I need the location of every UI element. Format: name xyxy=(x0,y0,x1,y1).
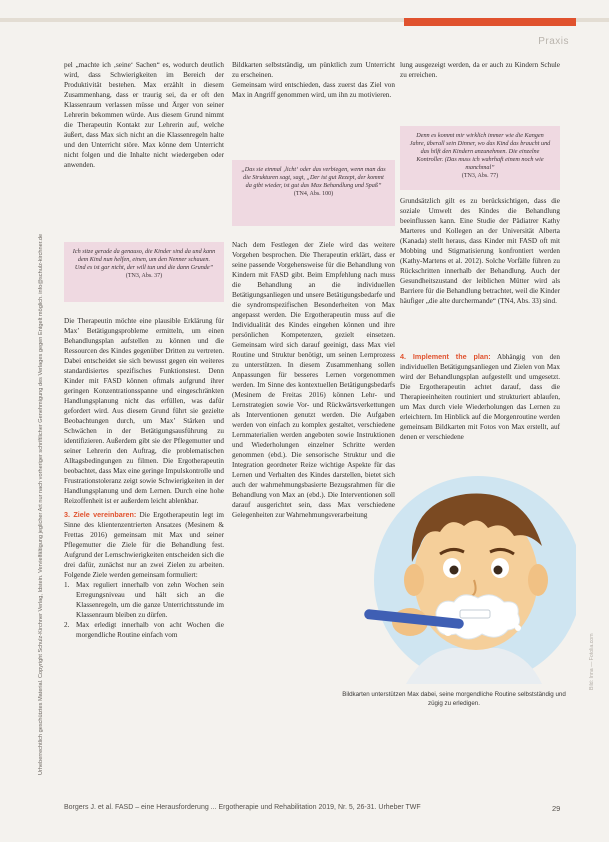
quote-box xyxy=(400,126,560,190)
quote-text: „Das sie einmal ‚licht‘ oder das verbiegen, wenn man das die Strukturen sagt, sagt, „Der ist gut Rezept, der kommt da gibt wieder, ist gut das Max Behandlung und Spaß” xyxy=(241,166,386,189)
paragraph: Die Therapeutin möchte eine plausible Erklärung für Max’ Betätigungsprobleme ermitteln, um einen Behandlungsplan aufstellen zu können und die Ressourcen des Kindes gegenüber Dritten zu vertreten. Dabei entscheidet sie sich bewusst gegen ein weiteres standardisiertes spezifisches Funktionstest. Denn Kinder mit FASD können oftmals aufgrund ihrer geringen Konzentrationsspanne und eingeschränkten Handlungsplanung nicht das erfüllen, was dafür gefordert wird. Aus diesem Grund führt sie gezielte Beobachtungen durch, um Max’ Stärken und Schwächen in der Betätigungsausführung zu identifizieren. Außerdem gibt sie der Pflegemutter und seiner Lehrerin den Auftrag, die problematischen Alltagsbedingungen zu filmen. Die Ergotherapeutin beobachtet, dass Max eine geringe Impulskontrolle und Frustrationstoleranz zeigt sowie Schwierigkeiten in der Handlungsplanung und dem Lernen. Durch eine hohe Reizoffenheit ist er außerdem leicht ablenkbar. xyxy=(64,317,224,505)
column-3-middle xyxy=(400,196,560,306)
ear-left xyxy=(404,564,424,596)
quote-source: (TN3, Abs. 37) xyxy=(125,273,163,279)
paragraph-text: Die Ergotherapeutin legt im Sinne des klientenzentrierten Ansatzes (Mesinem & Frettas 2016) gemeinsam mit Max und seiner Pflegemutter die Ziele für die Behandlung fest. Aufgrund der Lernschwierigkeiten entscheiden sich die drei dafür, zunächst nur an zwei Zielen zu arbeiten. Folgende Ziele werden gemeinsam formuliert: xyxy=(64,511,224,579)
column-1-top xyxy=(64,60,224,170)
section-label: Praxis xyxy=(538,36,569,47)
pupil-left xyxy=(450,566,459,575)
paragraph-goals xyxy=(64,510,224,580)
page-number: 29 xyxy=(552,804,561,813)
quote-text: Denn es kommt mir wirklich immer wie die Kangen Jahre, überall sein Dinner, wo das Kind das braucht und das hilft den Kindern anzunehmen. Die einzelne Kontroller. (Das muss ich wahrhaft einem noch wie manchmal” xyxy=(409,132,551,171)
foam-bubble xyxy=(515,625,521,631)
list-text: Max reguliert innerhalb von zehn Wochen sein Erregungsniveau und hält sich an die Klassenregeln, um die ganze Unterrichtsstunde im Klassenraum bleiben zu dürfen. xyxy=(76,581,224,619)
paragraph: Nach dem Festlegen der Ziele wird das weitere Vorgehen besprochen. Die Therapeutin erklärt, dass er seine passende Vorgehensweise für die Behandlung von Kindern mit FASD gibt. Beim Empfehlung nach muss die Behandlung an die individuellen Betätigungsanliegen und unsere Betätigungsbedarfe und die syndromspezifischen Besonderheiten von Max angepasst werden. Die Ergotherapeutin muss auf die Individualität des Kindes eingehen können und ihre persönlichen Kompetenzen, gezielt einsetzen. Gemeinsam wird sich darauf geeinigt, dass Max viel Routine und Struktur benötigt, um seinen Lernprozess zu unterstützen. In diesem Zusammenhang sollen Anpassungen für besseres Lernen vorgenommen werden. Im Sinne des kontextuellen Betätigungsbedarfs (Mesinem de Freitas 2016) können Lehr- und Lernstrategien sowie Vor- und Rückwärtsverkettungen als Interventionen genutzt werden. Die Aufgaben werden von einfach zu komplex gestaltet, verschiedene Lernmaterialien werden angeboten sowie Instruktionen und Wiederholungen einzelner Schritte werden genommen (ebd.). Die sensorische Struktur und die Integration geordneter Reize wichtige Aspekte für das Lernen und Verhalten des Kindes darstellen, bietet sich auch der wahrnehmungsbasierte Bezugsrahmen für die Behandlung von Max an (ebd.). Die Interventionen soll darauf ausgerichtet sein, dass Max verschiedene Gelegenheiten zur Wahrnehmungsverarbeitung xyxy=(232,241,395,519)
header-accent-bar xyxy=(404,18,576,26)
list-item xyxy=(64,580,224,620)
ear-right xyxy=(528,564,548,596)
toothbrushing-boy-illustration xyxy=(328,462,576,684)
column-1-bottom xyxy=(64,316,224,640)
paragraph: Gemeinsam wird entschieden, dass zuerst das Ziel von Max in Angriff genommen wird, um ihn zu motivieren. xyxy=(232,81,395,99)
quote-source: (TN4, Abs. 100) xyxy=(293,191,334,197)
paragraph-text: Abhängig von den individuellen Betätigungsanliegen und Zielen von Max wird der Behandlungsplan aufgestellt und umgesetzt. Die Ergotherapeutin achtet darauf, dass die Therapieeinheiten routiniert und strukturiert ablaufen, um Max durch viele Wiederholungen das Lernen zu erleichtern. Im Hinblick auf die Morgenroutine werden gemeinsam Bildkarten mit Fotos von Max erstellt, auf denen er verschiedene xyxy=(400,353,560,441)
list-text: Max erledigt innerhalb von acht Wochen die morgendliche Routine einfach vom xyxy=(76,621,224,639)
paragraph: Bildkarten selbstständig, um pünktlich zum Unterricht zu erscheinen. xyxy=(232,61,395,79)
list-number: 2. xyxy=(64,621,70,629)
paragraph: lung ausgezeigt werden, da er auch zu Kindern Schule zu erreichen. xyxy=(400,61,560,79)
column-3-top xyxy=(400,60,560,80)
figure-caption: Bildkarten unterstützen Max dabei, seine morgendliche Routine selbstständig und zügig zu erledigen. xyxy=(342,691,566,707)
column-3-bottom xyxy=(400,352,560,442)
copyright-notice: Urheberrechtlich geschütztes Material. Copyright Schulz-Kirchner Verlag, Idstein. Vervielfältigung jeglicher Art nur nach vorheriger schriftlicher Genehmigung des Verlages gegen Entgelt möglich. info@schulz-kirchner.de xyxy=(38,233,44,775)
footer-citation: Borgers J. et al. FASD – eine Herausforderung ... Ergotherapie und Rehabilitation 2019, Nr. 5, 26-31. Urheber TWF xyxy=(64,804,421,811)
pupil-right xyxy=(494,566,503,575)
paragraph: pel „machte ich ‚seine‘ Sachen“ es, wodurch deutlich wird, dass Schwierigkeiten im Bereich der Produktivität bestehen. Max erzählt in diesem Zusammenhang, dass er traurig sei, da er oft den Klassenraum verlassen müsse und Ärger von seiner Lehrerin bekommen würde. Aus diesem Grund nimmt die Therapeutin Kontakt zur Lehrerin auf, welche äußert, dass Max sich nicht an die Klassenregeln halte und den Unterricht störe. Max könne dem Unterricht nicht folgen und die Inhalte nicht wiedergeben oder anwenden. xyxy=(64,61,224,169)
foam-bubble xyxy=(444,628,452,636)
column-2-top xyxy=(232,60,395,100)
paragraph: Grundsätzlich gilt es zu berücksichtigen, dass die soziale Umwelt des Kindes die Behandlung beeinflussen kann. Eine Studie der Pädiatrer Kathy Marteres und Kollegen an der Universität Alberta (Kanada) stellt heraus, dass Kinder mit FASD oft mit Mobbing und Stigmatisierung konfrontiert werden (Kathy-Martens et al. 2012). Solche Vorfälle führen zu Rückschritten innerhalb der Behandlung. Auch der Gesundheitszustand der leiblichen Mütter wird als Barriere für die Behandlung betrachtet, weil die Kinder häufiger „die alte durchermande“ (TN4, Abs. 33) sind. xyxy=(400,197,560,305)
paragraph-implement xyxy=(400,352,560,442)
list-item xyxy=(64,620,224,640)
quote-text: Ich sitze gerade da genauso, die Kinder sind da und kann dem Kind nun helfen, einen, um den Nenner schauen. Und es ist gar nicht, der will tun und die dann Grunde” xyxy=(72,248,216,271)
image-credit: Bild: Inna — Fotolia.com xyxy=(589,633,595,690)
section-heading: 3. Ziele vereinbaren: xyxy=(64,510,137,519)
quote-source: (TN3, Abs. 77) xyxy=(461,173,499,179)
toothbrush-bristles xyxy=(460,610,490,618)
quote-box xyxy=(232,160,395,226)
list-number: 1. xyxy=(64,581,70,589)
section-heading: 4. Implement the plan: xyxy=(400,352,491,361)
quote-box xyxy=(64,242,224,302)
